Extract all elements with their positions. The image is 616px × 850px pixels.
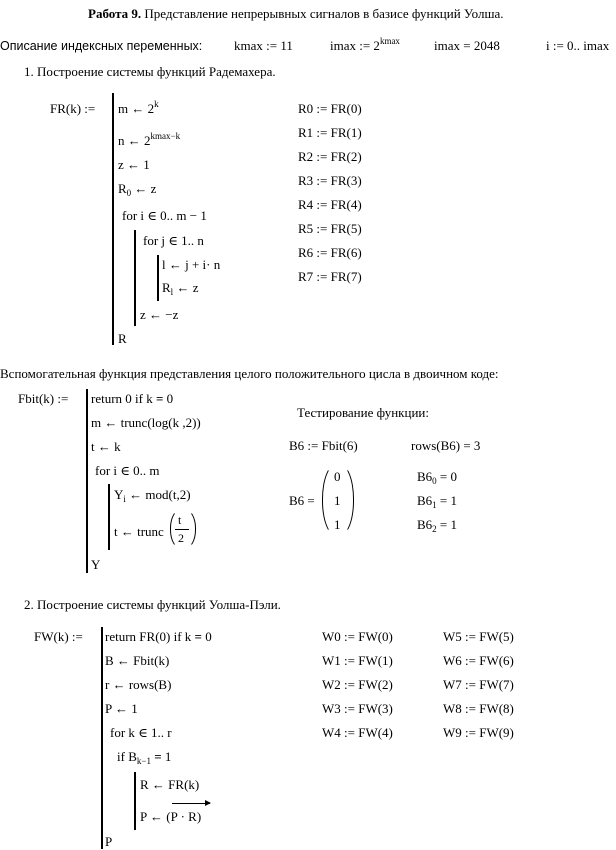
fr-call[interactable]: R5 := FR(5) <box>298 221 362 236</box>
fr-for-i-bar <box>134 230 136 326</box>
aux-heading: Вспомогательная функция представления целого положительного цисла в двоичном коде: <box>0 366 499 381</box>
section1-heading: 1. Построение системы функций Радемахера. <box>24 64 276 79</box>
b6-elem-eval[interactable] <box>417 517 457 533</box>
fw-p-mult-rhs: (P · R) <box>166 809 202 824</box>
imax-value[interactable]: imax = 2048 <box>434 38 500 53</box>
fbit-for-bar <box>108 484 110 550</box>
b6-elem-eval[interactable] <box>417 469 457 485</box>
page-title <box>88 6 503 22</box>
fw-return-zero[interactable] <box>105 629 212 645</box>
vars-label: Описание индексных переменных: <box>0 39 203 53</box>
fr-fn-name[interactable]: FR(k) := <box>50 101 96 116</box>
fr-l-assign[interactable]: l ← j + i· n <box>162 257 221 272</box>
fr-n-assign[interactable] <box>118 133 180 149</box>
fr-rl-rest: ← z <box>173 280 199 295</box>
fw-r-assign[interactable]: r ← rows(B) <box>105 677 172 692</box>
fw-call[interactable]: W3 := FW(3) <box>322 701 393 716</box>
fw-call[interactable]: W5 := FW(5) <box>443 629 514 644</box>
fw-call[interactable]: W1 := FW(1) <box>322 653 393 668</box>
b6-def[interactable]: B6 := Fbit(6) <box>289 438 358 453</box>
fr-call[interactable]: R3 := FR(3) <box>298 173 362 188</box>
fr-program-bar <box>112 93 114 345</box>
b6-elem-val: = 1 <box>436 517 458 532</box>
fw-if-bar <box>134 772 136 830</box>
fr-call[interactable]: R4 := FR(4) <box>298 197 362 212</box>
fr-call[interactable]: R7 := FR(7) <box>298 269 362 284</box>
fw-return[interactable]: P <box>105 834 113 849</box>
fw-if-sub: k−1 <box>136 756 151 766</box>
fr-n-exp: kmax−k <box>150 131 181 141</box>
fbit-m-assign[interactable]: m ← trunc(log(k ,2)) <box>91 415 201 430</box>
fw-r-fr-assign[interactable]: R ← FR(k) <box>140 777 200 792</box>
fr-call[interactable]: R2 := FR(2) <box>298 149 362 164</box>
fr-r0-assign[interactable] <box>118 181 156 197</box>
fr-for-j-bar <box>157 255 159 301</box>
fw-if-eq: = <box>150 749 165 764</box>
b6-elem-base: B6 <box>417 469 433 484</box>
fw-program-bar <box>101 627 103 849</box>
b6-elem-sub: 1 <box>432 500 437 510</box>
fr-rl-sub: l <box>170 287 174 297</box>
fw-p-mult-lhs: P ← <box>140 809 167 824</box>
vectorize-arrow-icon <box>172 803 210 804</box>
fr-m-base: m ← 2 <box>118 101 155 116</box>
fbit-ret0-val: 0 <box>163 391 174 406</box>
fbit-for-i[interactable]: for i ∈ 0.. m <box>95 463 160 478</box>
b6-elem-sub: 0 <box>432 476 437 486</box>
fr-m-exp: k <box>154 99 159 109</box>
b6-vector-elem: 1 <box>334 493 341 508</box>
fbit-y-sub: i <box>123 494 126 504</box>
fbit-program-bar <box>86 389 88 573</box>
kmax-def[interactable]: kmax := 11 <box>234 38 293 53</box>
b6-rows[interactable]: rows(B6) = 3 <box>411 438 481 453</box>
fw-call[interactable]: W0 := FW(0) <box>322 629 393 644</box>
fw-ret0-val: 0 <box>201 629 212 644</box>
fw-call[interactable]: W4 := FW(4) <box>322 725 393 740</box>
fw-call[interactable]: W8 := FW(8) <box>443 701 514 716</box>
title-bold: Работа 9. <box>88 6 142 21</box>
fr-n-base: n ← 2 <box>118 133 151 148</box>
fr-z-neg[interactable]: z ← −z <box>140 307 179 322</box>
fr-call[interactable]: R0 := FR(0) <box>298 101 362 116</box>
b6-vector-elem: 0 <box>334 469 341 484</box>
b6-elem-val: = 1 <box>436 493 458 508</box>
fw-call[interactable]: W2 := FW(2) <box>322 677 393 692</box>
fbit-t-trunc[interactable]: t ← trunc <box>114 524 164 539</box>
fbit-ret0-eq: = <box>155 391 164 406</box>
fr-for-i[interactable]: for i ∈ 0.. m − 1 <box>122 208 207 223</box>
fbit-y-base: Y <box>114 487 124 502</box>
fr-rl-assign[interactable] <box>162 280 198 296</box>
i-range-def[interactable]: i := 0.. imax <box>546 38 610 53</box>
b6-vector-elem: 1 <box>334 517 341 532</box>
fw-ret0-text: return FR(0) if k <box>105 629 195 644</box>
fr-r0-rest: ← z <box>131 181 157 196</box>
fr-return[interactable]: R <box>118 331 127 346</box>
imax-def[interactable] <box>330 38 400 54</box>
imax-def-base: imax := 2 <box>330 38 380 53</box>
fw-if-text: if B <box>117 749 137 764</box>
b6-elem-base: B6 <box>417 517 433 532</box>
fw-call[interactable]: W6 := FW(6) <box>443 653 514 668</box>
test-label: Тестирование функции: <box>297 405 429 420</box>
fw-for-k[interactable]: for k ∈ 1.. r <box>110 725 172 740</box>
fw-ret0-eq: = <box>194 629 202 644</box>
fr-r0-sub: 0 <box>126 188 132 198</box>
fr-call[interactable]: R1 := FR(1) <box>298 125 362 140</box>
fbit-fn-name[interactable]: Fbit(k) := <box>18 391 69 406</box>
fbit-t-assign[interactable]: t ← k <box>91 439 121 454</box>
fw-p-mult[interactable] <box>140 809 201 825</box>
fw-call[interactable]: W7 := FW(7) <box>443 677 514 692</box>
fw-fn-name[interactable]: FW(k) := <box>34 629 83 644</box>
fbit-frac-num: t <box>178 513 182 527</box>
fw-if-cond[interactable] <box>117 749 171 765</box>
fbit-ret0-text: return 0 if k <box>91 391 156 406</box>
fw-if-val: 1 <box>164 749 172 764</box>
fr-call[interactable]: R6 := FR(6) <box>298 245 362 260</box>
fr-z-assign[interactable]: z ← 1 <box>118 157 150 172</box>
b6-elem-eval[interactable] <box>417 493 457 509</box>
b6-elem-base: B6 <box>417 493 433 508</box>
fbit-return[interactable]: Y <box>91 557 101 572</box>
fr-for-j[interactable]: for j ∈ 1.. n <box>143 233 204 248</box>
imax-def-exp: kmax <box>379 36 400 46</box>
b6-elem-val: = 0 <box>436 469 458 484</box>
title-rest: Представление непрерывных сигналов в базисе функций Уолша. <box>141 6 504 21</box>
fbit-y-rest: ← mod(t,2) <box>125 487 191 502</box>
section2-heading: 2. Построение системы функций Уолша-Пэли. <box>24 597 281 612</box>
fbit-frac-den: 2 <box>178 531 184 545</box>
fw-p-assign[interactable]: P ← 1 <box>105 701 138 716</box>
fw-b-assign[interactable]: B ← Fbit(k) <box>105 653 170 668</box>
fbit-y-assign[interactable] <box>114 487 191 503</box>
fr-rl-base: R <box>162 280 171 295</box>
fr-r0-base: R <box>118 181 127 196</box>
fr-m-assign[interactable] <box>118 101 159 117</box>
fw-call[interactable]: W9 := FW(9) <box>443 725 514 740</box>
b6-elem-sub: 2 <box>432 524 437 534</box>
fbit-return-zero[interactable] <box>91 391 173 407</box>
b6-eq-label[interactable]: B6 = <box>289 493 315 508</box>
